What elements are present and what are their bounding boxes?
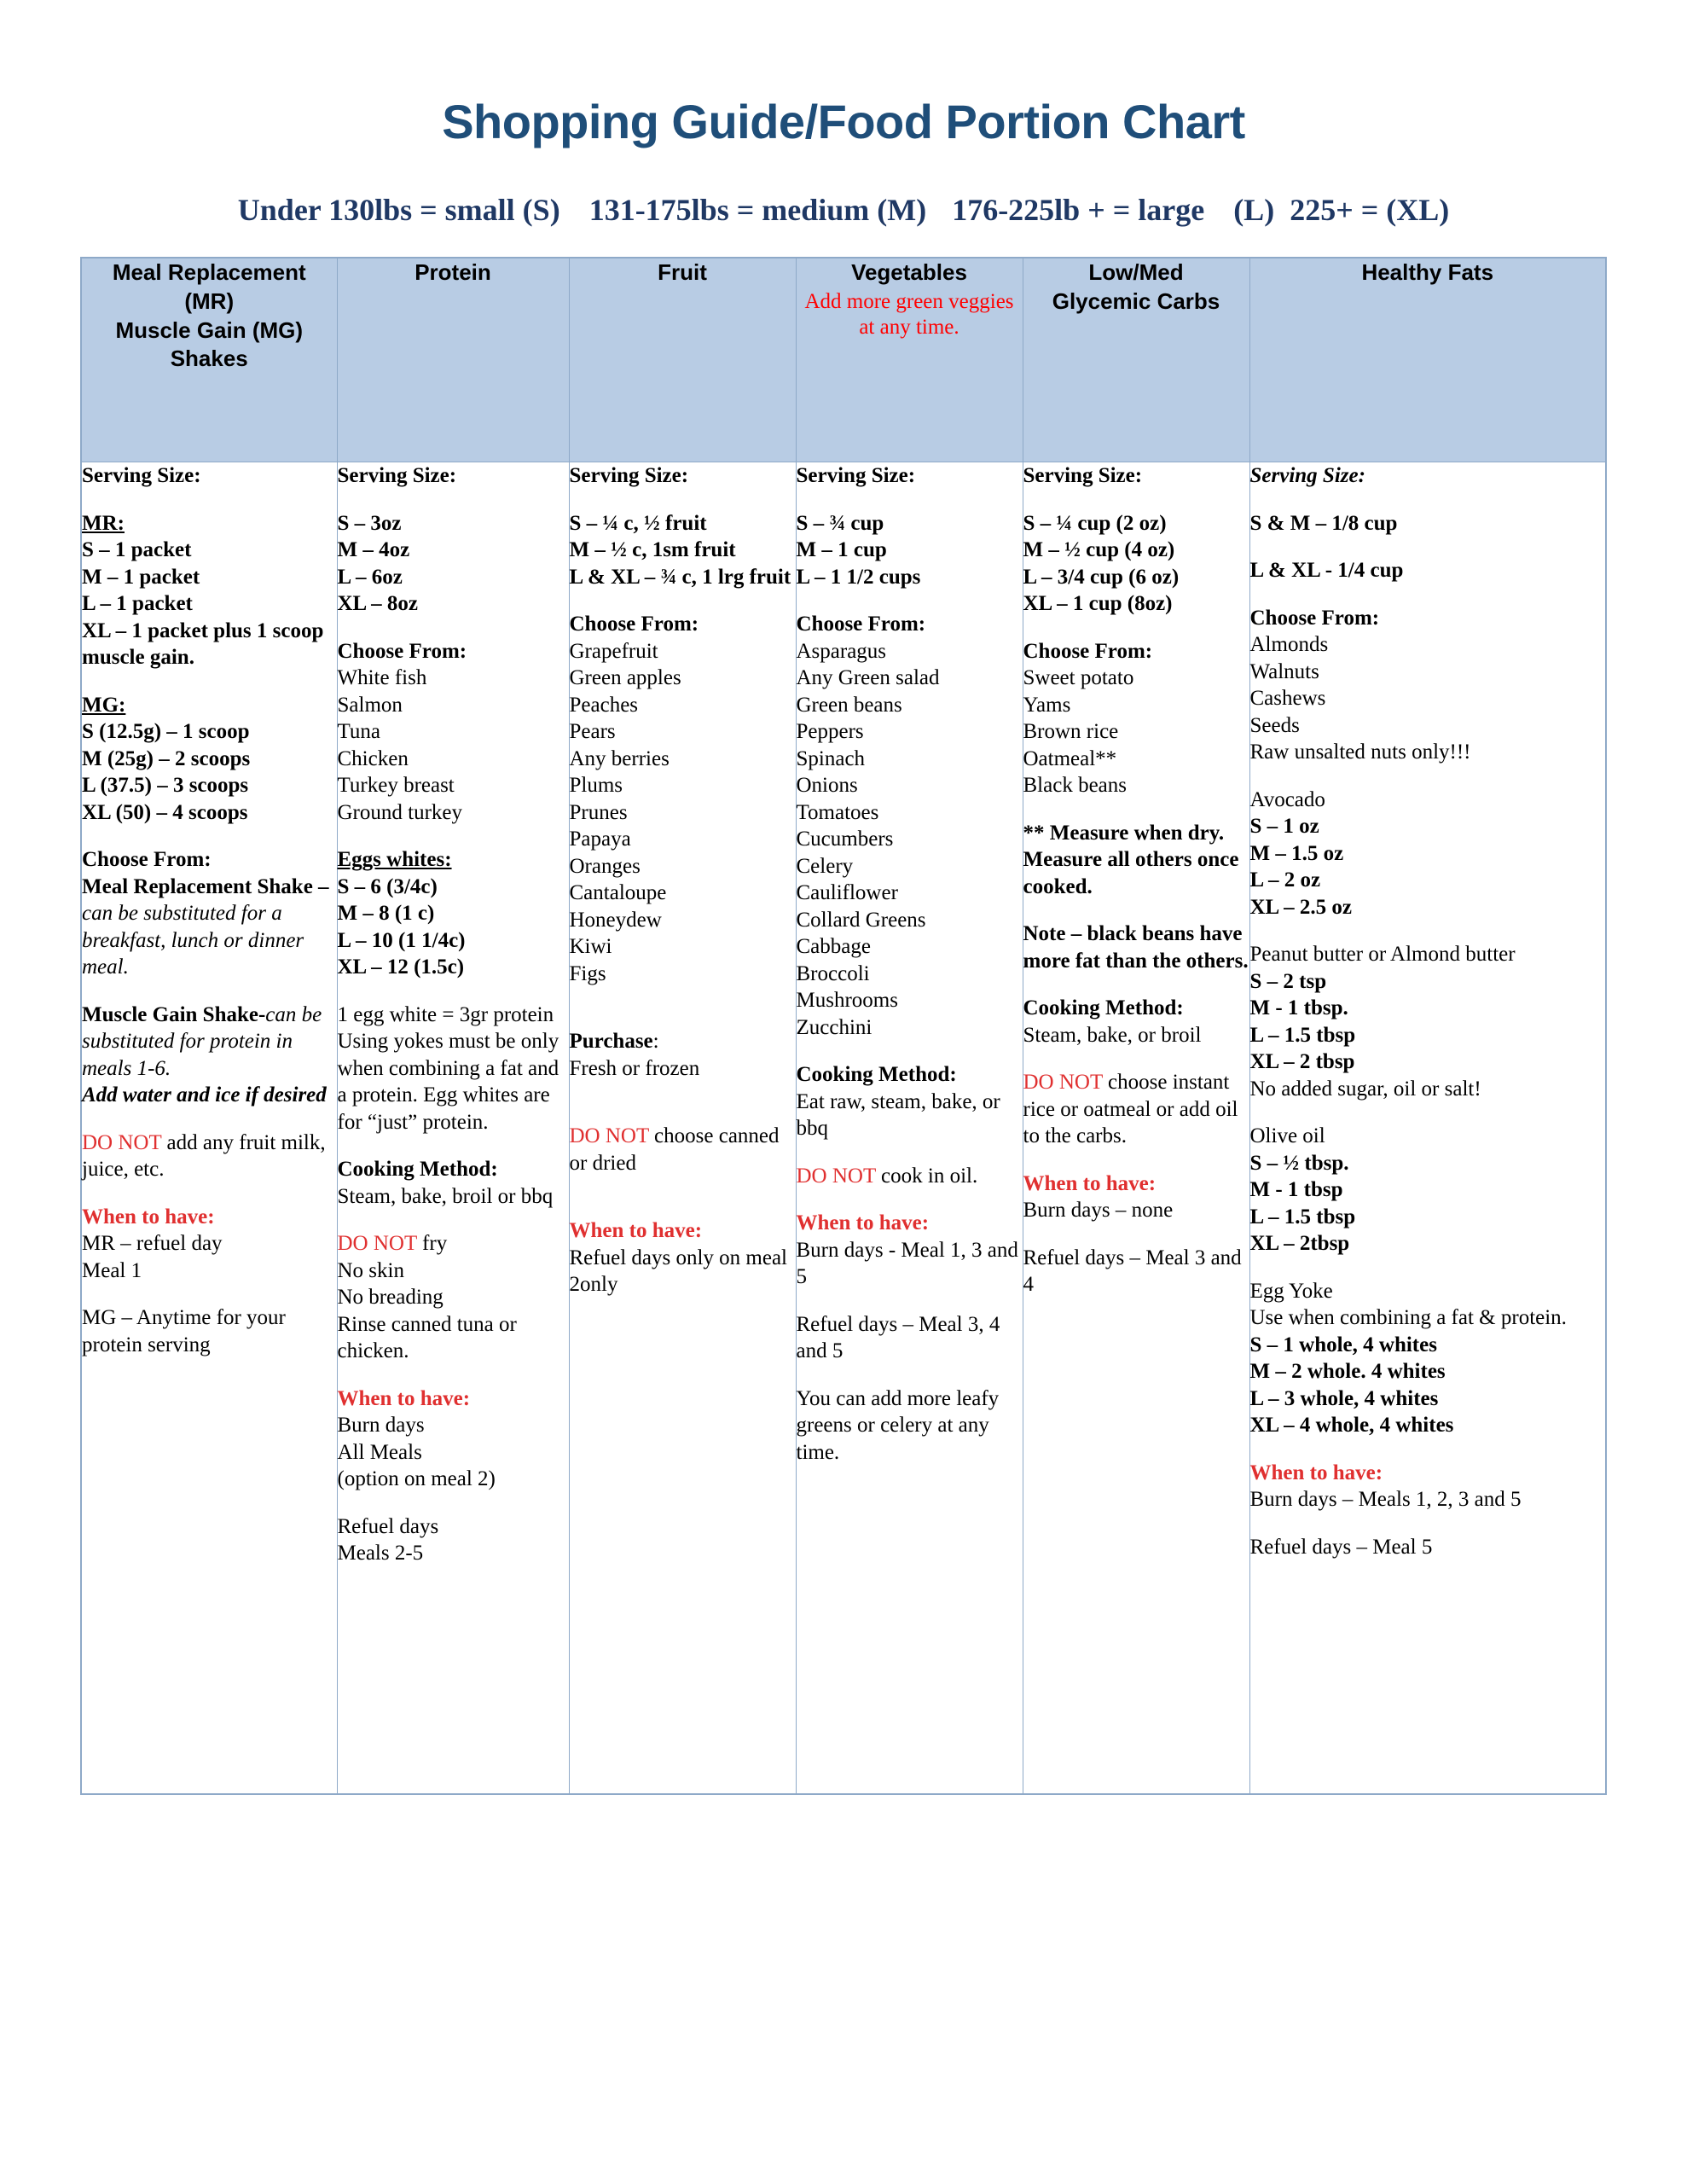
list-item: Oatmeal** bbox=[1023, 746, 1117, 770]
list-item: Green apples bbox=[569, 666, 681, 689]
cell-fruit bbox=[569, 462, 796, 1795]
fats-avocado-size-xl: XL – 2.5 oz bbox=[1249, 895, 1352, 919]
carbs-cooking-method-label: Cooking Method: bbox=[1023, 996, 1184, 1019]
fats-nutbutter-size-s: S – 2 tsp bbox=[1249, 969, 1327, 993]
header-fruit-label: Fruit bbox=[658, 259, 707, 285]
header-shakes-line1: Meal Replacement bbox=[112, 259, 306, 285]
fats-size-lxl: L & XL - 1/4 cup bbox=[1249, 559, 1404, 582]
column-header-fruit bbox=[569, 258, 796, 462]
cell-protein bbox=[337, 462, 569, 1795]
list-item: Cabbage bbox=[796, 935, 871, 958]
column-header-fats bbox=[1249, 258, 1606, 462]
carbs-choose-from-label: Choose From: bbox=[1023, 639, 1153, 663]
list-item: Asparagus bbox=[796, 639, 887, 663]
shakes-mr-size-m: M – 1 packet bbox=[82, 565, 200, 589]
header-vegetables-note: Add more green veggies at any time. bbox=[804, 289, 1014, 340]
carbs-size-xl: XL – 1 cup (8oz) bbox=[1023, 592, 1173, 615]
carbs-cooking-method: Steam, bake, or broil bbox=[1023, 1023, 1202, 1047]
carbs-when-burn: Burn days – none bbox=[1023, 1199, 1174, 1222]
list-item: Almonds bbox=[1249, 633, 1329, 656]
cell-carbs bbox=[1023, 462, 1249, 1795]
vegetables-size-m: M – 1 cup bbox=[796, 538, 887, 561]
carbs-when-refuel: Refuel days – Meal 3 and 4 bbox=[1023, 1246, 1242, 1296]
vegetables-serving-size-label: Serving Size: bbox=[796, 464, 916, 487]
list-item: Cauliflower bbox=[796, 881, 898, 904]
fruit-size-m: M – ½ c, 1sm fruit bbox=[569, 538, 736, 561]
header-carbs-line1: Low/Med bbox=[1088, 259, 1184, 285]
fats-size-sm: S & M – 1/8 cup bbox=[1249, 511, 1398, 535]
shakes-mg-description-bold: Muscle Gain Shake- bbox=[82, 1002, 266, 1026]
shakes-when-to-have-label: When to have: bbox=[82, 1205, 215, 1228]
protein-do-not bbox=[338, 1230, 569, 1258]
protein-when-burn-meals: All Meals bbox=[337, 1440, 422, 1464]
list-item: Any Green salad bbox=[796, 666, 940, 689]
fats-eggyoke-size-xl: XL – 4 whole, 4 whites bbox=[1249, 1414, 1454, 1437]
carbs-black-bean-note: Note – black beans have more fat than the others. bbox=[1023, 922, 1249, 973]
legend-medium: 131-175lbs = medium (M) bbox=[588, 193, 927, 227]
fats-oliveoil-size-xl: XL – 2tbsp bbox=[1249, 1232, 1350, 1255]
legend-large: 176-225lb + = large bbox=[952, 193, 1205, 227]
shakes-when-mg: MG – Anytime for your protein serving bbox=[82, 1306, 286, 1356]
page-title: Shopping Guide/Food Portion Chart bbox=[442, 95, 1245, 148]
list-item: Mushrooms bbox=[796, 989, 898, 1012]
shakes-when-mr-meal: Meal 1 bbox=[82, 1258, 142, 1282]
protein-egg-size-l: L – 10 (1 1/4c) bbox=[337, 928, 466, 952]
vegetables-size-s: S – ¾ cup bbox=[796, 511, 884, 535]
fruit-purchase-text: Fresh or frozen bbox=[569, 1056, 700, 1080]
list-item: Kiwi bbox=[569, 935, 612, 958]
shakes-do-not-text: add any fruit milk, juice, etc. bbox=[82, 1130, 326, 1181]
list-item: White fish bbox=[337, 666, 427, 689]
vegetables-cooking-method-label: Cooking Method: bbox=[796, 1063, 957, 1086]
fats-nutbutter-label: Peanut butter or Almond butter bbox=[1249, 943, 1516, 966]
vegetables-when-burn: Burn days - Meal 1, 3 and 5 bbox=[796, 1238, 1018, 1288]
fats-eggyoke-size-s: S – 1 whole, 4 whites bbox=[1249, 1333, 1437, 1356]
fruit-size-s: S – ¼ c, ½ fruit bbox=[569, 511, 707, 535]
vegetables-do-not bbox=[797, 1163, 1023, 1190]
fats-avocado-size-l: L – 2 oz bbox=[1249, 868, 1321, 892]
header-protein-label: Protein bbox=[415, 259, 491, 285]
cell-shakes bbox=[81, 462, 337, 1795]
list-item: Spinach bbox=[796, 746, 866, 770]
list-item: Tomatoes bbox=[796, 800, 879, 824]
list-item: Yams bbox=[1023, 693, 1071, 717]
vegetables-choose-from-label: Choose From: bbox=[796, 613, 926, 636]
list-item: Brown rice bbox=[1023, 720, 1119, 743]
fats-eggyoke-note: Use when combining a fat & protein. bbox=[1249, 1306, 1567, 1329]
fats-when-refuel: Refuel days – Meal 5 bbox=[1249, 1535, 1433, 1559]
fruit-when-to-have-label: When to have: bbox=[569, 1219, 703, 1242]
list-item: Green beans bbox=[796, 693, 902, 717]
list-item: Prunes bbox=[569, 800, 628, 824]
list-item: Cucumbers bbox=[796, 828, 894, 851]
protein-when-burn-option: (option on meal 2) bbox=[337, 1467, 496, 1490]
protein-egg-size-m: M – 8 (1 c) bbox=[337, 902, 435, 925]
list-item: Collard Greens bbox=[796, 908, 926, 932]
list-item: Sweet potato bbox=[1023, 666, 1134, 689]
list-item: Oranges bbox=[569, 854, 641, 878]
list-item: Pears bbox=[569, 720, 616, 743]
list-item: Broccoli bbox=[796, 961, 870, 985]
fats-oliveoil-size-s: S – ½ tbsp. bbox=[1249, 1151, 1349, 1175]
fruit-purchase-label: Purchase bbox=[569, 1030, 653, 1053]
vegetables-do-not-text: cook in oil. bbox=[875, 1164, 978, 1188]
carbs-size-l: L – 3/4 cup (6 oz) bbox=[1023, 565, 1180, 589]
fats-avocado-size-m: M – 1.5 oz bbox=[1249, 841, 1344, 865]
protein-egg-note: 1 egg white = 3gr protein Using yokes must be only when combining a fat and a protein. Egg whites are for “just” protein. bbox=[337, 1002, 559, 1134]
fats-when-burn: Burn days – Meals 1, 2, 3 and 5 bbox=[1249, 1488, 1522, 1511]
header-shakes-line4: Shakes bbox=[170, 346, 248, 372]
list-item: Peppers bbox=[796, 720, 864, 743]
fats-eggyoke-size-l: L – 3 whole, 4 whites bbox=[1249, 1386, 1439, 1410]
fats-oliveoil-size-l: L – 1.5 tbsp bbox=[1249, 1205, 1356, 1228]
list-item: Turkey breast bbox=[337, 774, 455, 797]
shakes-do-not-label: DO NOT bbox=[82, 1130, 162, 1154]
shakes-mr-size-xl: XL – 1 packet plus 1 scoop muscle gain. bbox=[82, 619, 324, 669]
carbs-do-not bbox=[1023, 1069, 1249, 1150]
protein-egg-size-xl: XL – 12 (1.5c) bbox=[337, 956, 465, 979]
list-item: Any berries bbox=[569, 746, 670, 770]
header-shakes-line2: (MR) bbox=[184, 288, 235, 314]
weight-legend bbox=[0, 149, 1687, 228]
legend-large-abbrev: (L) bbox=[1233, 193, 1275, 227]
list-item: Peaches bbox=[569, 693, 639, 717]
shakes-when-mr: MR – refuel day bbox=[82, 1232, 223, 1255]
column-header-carbs bbox=[1023, 258, 1249, 462]
list-item: Figs bbox=[569, 961, 606, 985]
protein-size-l: L – 6oz bbox=[337, 565, 403, 589]
protein-eggs-label: Eggs whites: bbox=[337, 848, 452, 871]
vegetables-do-not-label: DO NOT bbox=[796, 1164, 876, 1188]
list-item: No skin bbox=[337, 1258, 404, 1282]
fruit-do-not bbox=[570, 1123, 796, 1176]
carbs-measure-note: ** Measure when dry. Measure all others once cooked. bbox=[1023, 821, 1239, 898]
protein-do-not-text: fry bbox=[416, 1232, 448, 1255]
table-body-row bbox=[81, 462, 1606, 1795]
carbs-do-not-text: choose instant rice or oatmeal or add oil to the carbs. bbox=[1023, 1071, 1238, 1147]
fats-nutbutter-size-m: M - 1 tbsp. bbox=[1249, 996, 1348, 1019]
shakes-mr-size-s: S – 1 packet bbox=[82, 538, 192, 561]
vegetables-size-l: L – 1 1/2 cups bbox=[796, 565, 921, 589]
protein-size-xl: XL – 8oz bbox=[337, 592, 418, 615]
fruit-purchase-colon: : bbox=[652, 1030, 659, 1053]
fats-oliveoil-label: Olive oil bbox=[1249, 1124, 1325, 1147]
list-item: Onions bbox=[796, 774, 858, 797]
fruit-size-lxl: L & XL – ¾ c, 1 lrg fruit bbox=[569, 565, 791, 589]
carbs-size-m: M – ½ cup (4 oz) bbox=[1023, 538, 1175, 561]
protein-cooking-method-label: Cooking Method: bbox=[337, 1158, 498, 1181]
protein-size-m: M – 4oz bbox=[337, 538, 410, 561]
carbs-do-not-label: DO NOT bbox=[1023, 1071, 1103, 1094]
table-header-row bbox=[81, 258, 1606, 462]
legend-xlarge: 225+ = (XL) bbox=[1290, 193, 1450, 227]
food-portion-table bbox=[80, 257, 1607, 1795]
shakes-serving-size-label: Serving Size: bbox=[82, 464, 201, 487]
list-item: Salmon bbox=[337, 693, 403, 717]
carbs-serving-size-label: Serving Size: bbox=[1023, 464, 1143, 487]
fruit-do-not-text: choose canned or dried bbox=[569, 1124, 780, 1175]
column-header-vegetables bbox=[796, 258, 1023, 462]
fats-avocado-label: Avocado bbox=[1249, 787, 1325, 811]
list-item: Walnuts bbox=[1249, 659, 1319, 683]
header-vegetables-label: Vegetables bbox=[851, 259, 967, 285]
header-carbs-line2: Glycemic Carbs bbox=[1052, 288, 1220, 314]
protein-when-refuel-meals: Meals 2-5 bbox=[337, 1542, 424, 1565]
shakes-mr-description bbox=[82, 874, 337, 981]
fruit-choose-from-label: Choose From: bbox=[569, 613, 699, 636]
shakes-mr-description-bold: Meal Replacement Shake – bbox=[82, 874, 329, 898]
fats-choose-from-label: Choose From: bbox=[1249, 606, 1380, 630]
vegetables-when-to-have-label: When to have: bbox=[796, 1211, 930, 1234]
fats-eggyoke-size-m: M – 2 whole. 4 whites bbox=[1249, 1360, 1446, 1383]
fruit-when-text: Refuel days only on meal 2only bbox=[569, 1246, 787, 1296]
protein-when-burn: Burn days bbox=[337, 1414, 425, 1437]
protein-size-s: S – 3oz bbox=[337, 511, 402, 535]
list-item: Cashews bbox=[1249, 687, 1326, 710]
shakes-mr-label: MR: bbox=[82, 511, 125, 535]
protein-when-refuel: Refuel days bbox=[337, 1514, 439, 1538]
list-item: No breading bbox=[337, 1286, 443, 1309]
shakes-mr-size-l: L – 1 packet bbox=[82, 592, 193, 615]
shakes-add-water-note: Add water and ice if desired bbox=[82, 1083, 327, 1107]
fats-nutbutter-size-l: L – 1.5 tbsp bbox=[1249, 1023, 1356, 1047]
column-header-shakes bbox=[81, 258, 337, 462]
column-header-protein bbox=[337, 258, 569, 462]
list-item: Cantaloupe bbox=[569, 881, 667, 904]
protein-cooking-method: Steam, bake, broil or bbq bbox=[337, 1184, 554, 1208]
protein-when-to-have-label: When to have: bbox=[337, 1386, 471, 1410]
header-fats-label: Healthy Fats bbox=[1361, 259, 1494, 285]
protein-serving-size-label: Serving Size: bbox=[337, 464, 457, 487]
shakes-do-not bbox=[82, 1130, 337, 1183]
shakes-choose-from-label: Choose From: bbox=[82, 848, 212, 871]
legend-small: Under 130lbs = small (S) bbox=[237, 193, 560, 227]
fats-eggyoke-label: Egg Yoke bbox=[1249, 1279, 1333, 1303]
fats-oliveoil-size-m: M - 1 tbsp bbox=[1249, 1178, 1343, 1201]
vegetables-when-refuel: Refuel days – Meal 3, 4 and 5 bbox=[796, 1312, 1000, 1362]
shakes-mg-size-s: S (12.5g) – 1 scoop bbox=[82, 720, 250, 743]
fats-nutbutter-size-xl: XL – 2 tbsp bbox=[1249, 1050, 1355, 1073]
fats-nutbutter-note: No added sugar, oil or salt! bbox=[1249, 1077, 1481, 1101]
shakes-mg-description bbox=[82, 1002, 337, 1083]
fruit-serving-size-label: Serving Size: bbox=[569, 464, 689, 487]
protein-do-not-label: DO NOT bbox=[337, 1232, 417, 1255]
list-item: Zucchini bbox=[796, 1015, 872, 1039]
vegetables-extra-note: You can add more leafy greens or celery at any time. bbox=[796, 1386, 1000, 1464]
carbs-when-to-have-label: When to have: bbox=[1023, 1171, 1157, 1195]
fruit-purchase bbox=[570, 1028, 796, 1055]
protein-egg-size-s: S – 6 (3/4c) bbox=[337, 874, 438, 898]
shakes-mr-description-italic: can be substituted for a breakfast, lunch or dinner meal. bbox=[82, 902, 304, 979]
list-item: Black beans bbox=[1023, 774, 1127, 797]
fats-serving-size-label: Serving Size: bbox=[1249, 464, 1365, 487]
list-item: Plums bbox=[569, 774, 623, 797]
fruit-do-not-label: DO NOT bbox=[569, 1124, 649, 1147]
shakes-mg-size-l: L (37.5) – 3 scoops bbox=[82, 774, 249, 797]
list-item: Celery bbox=[796, 854, 854, 878]
fats-avocado-size-s: S – 1 oz bbox=[1249, 815, 1319, 838]
list-item: Honeydew bbox=[569, 908, 662, 932]
header-shakes-line3: Muscle Gain (MG) bbox=[115, 317, 304, 343]
carbs-size-s: S – ¼ cup (2 oz) bbox=[1023, 511, 1167, 535]
list-item: Seeds bbox=[1249, 713, 1300, 737]
vegetables-cooking-method: Eat raw, steam, bake, or bbq bbox=[796, 1089, 1000, 1140]
list-item: Raw unsalted nuts only!!! bbox=[1249, 741, 1471, 764]
cell-fats bbox=[1249, 462, 1606, 1795]
list-item: Ground turkey bbox=[337, 800, 462, 824]
list-item: Papaya bbox=[569, 828, 631, 851]
list-item: Grapefruit bbox=[569, 639, 658, 663]
cell-vegetables bbox=[796, 462, 1023, 1795]
shakes-mg-size-m: M (25g) – 2 scoops bbox=[82, 746, 251, 770]
shakes-mg-size-xl: XL (50) – 4 scoops bbox=[82, 800, 248, 824]
list-item: Chicken bbox=[337, 746, 409, 770]
shakes-mg-description-italic: can be substituted for protein in meals 1-6. bbox=[82, 1002, 322, 1080]
shakes-mg-label: MG: bbox=[82, 693, 126, 717]
list-item: Tuna bbox=[337, 720, 380, 743]
list-item: Rinse canned tuna or chicken. bbox=[337, 1312, 517, 1362]
protein-choose-from-label: Choose From: bbox=[337, 639, 467, 663]
fats-when-to-have-label: When to have: bbox=[1249, 1461, 1383, 1484]
